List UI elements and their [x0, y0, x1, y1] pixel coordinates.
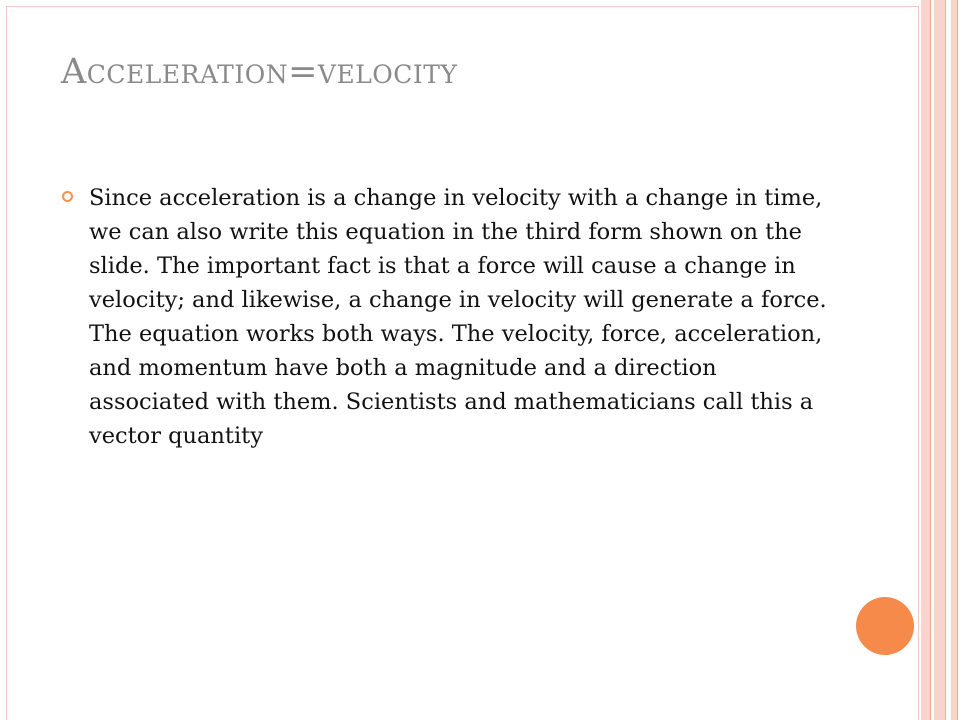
stripe-line [930, 0, 931, 720]
decorative-stripes [918, 0, 960, 720]
bullet-item [62, 181, 842, 453]
stripe-band [934, 0, 945, 720]
stripe-line [945, 0, 946, 720]
slide-body [62, 181, 842, 453]
stripe-line [957, 0, 958, 720]
stripe-band [921, 0, 930, 720]
bullet-ring-icon [62, 191, 73, 202]
slide-title: Acceleration=velocity [61, 52, 458, 92]
bullet-text: Since acceleration is a change in velocity with a change in time, we can also write this equation in the third form shown on the slide. The important fact is that a force will cause a change in velocity; and likewise, a change in velocity will generate a force. The equation works both ways. The velocity, force, acceleration, and momentum have both a magnitude and a direction associated with them. Scientists and mathematicians call this a vector quantity [89, 185, 827, 449]
accent-circle [856, 597, 914, 655]
